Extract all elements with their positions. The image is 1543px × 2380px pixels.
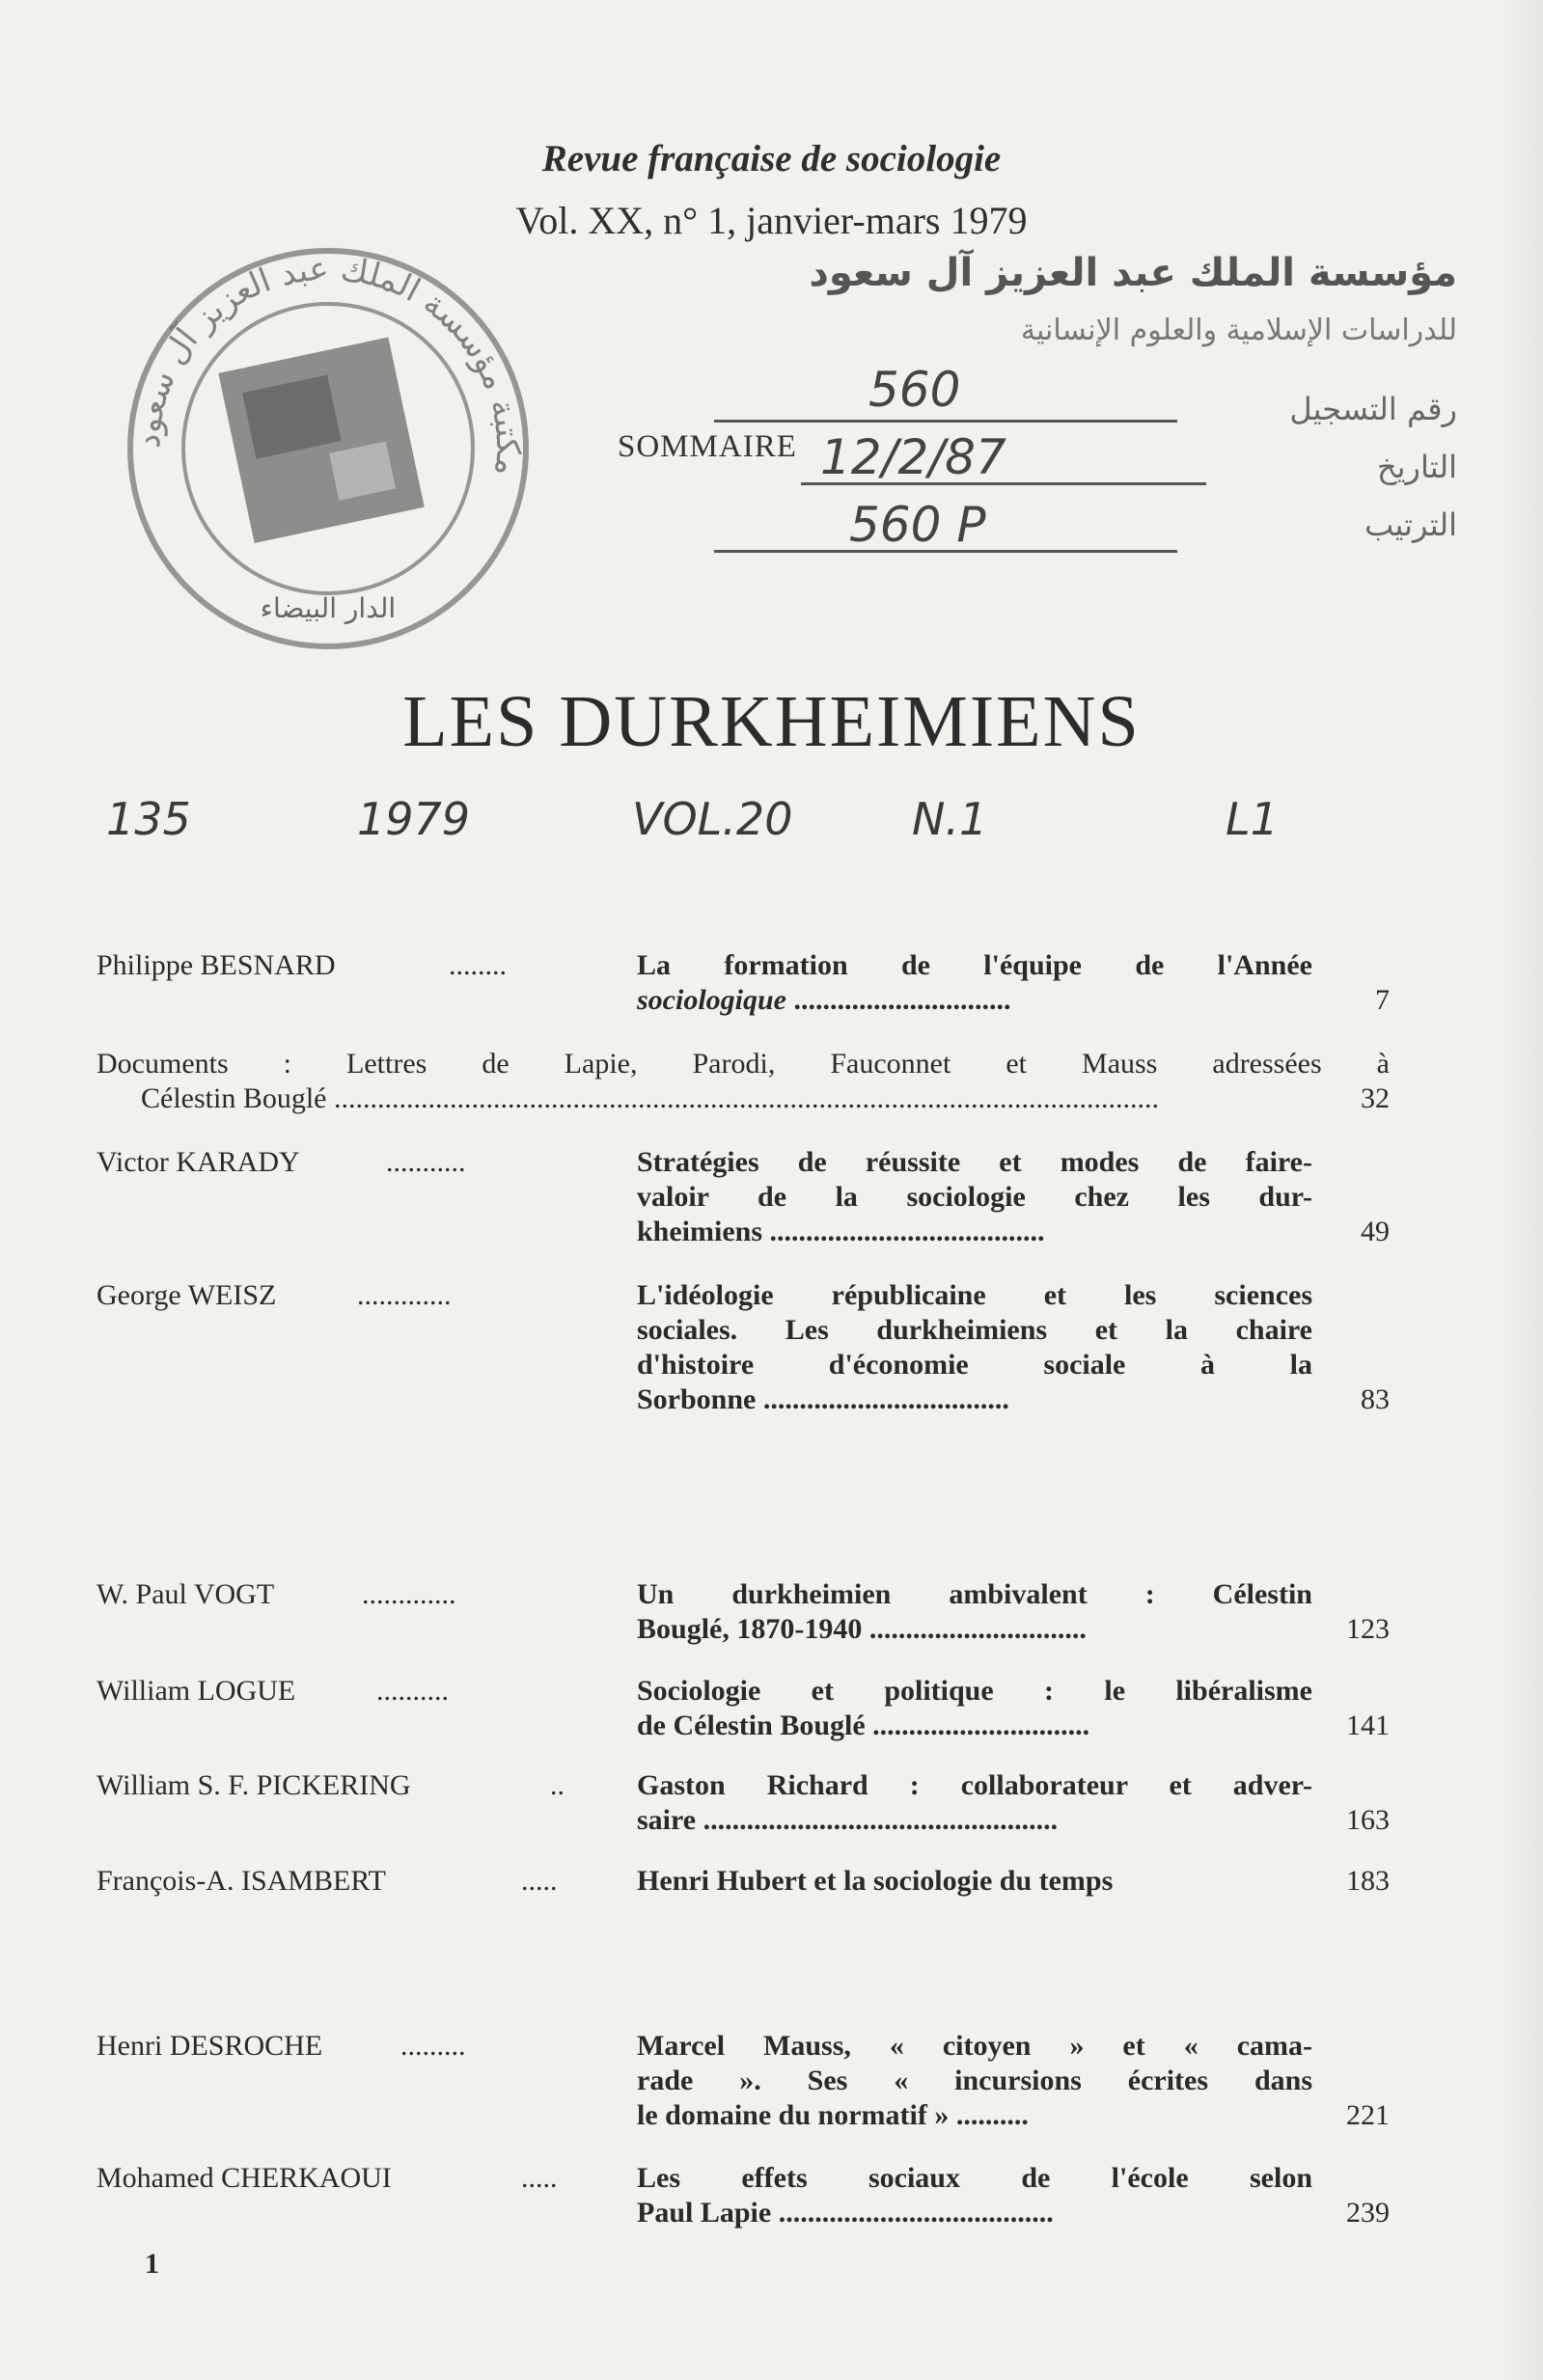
toc-author: Henri DESROCHE xyxy=(96,2030,323,2062)
toc-article-title-cont: sociales. Les durkheimiens et la chaire xyxy=(637,1314,1312,1346)
issue-title: LES DURKHEIMIENS xyxy=(402,681,1141,762)
journal-title: Revue française de sociologie xyxy=(541,138,1002,179)
handwritten-date: 12/2/87 xyxy=(820,429,1006,485)
handwritten-note-code: L1 xyxy=(1226,793,1279,845)
stamp-label-registration: رقم التسجيل xyxy=(1289,391,1457,427)
stamp-label-date: التاريخ xyxy=(1376,449,1457,485)
toc-author: George WEISZ xyxy=(96,1279,277,1311)
volume-line: Vol. XX, n° 1, janvier-mars 1979 xyxy=(515,199,1028,242)
toc-page-number: 123 xyxy=(1346,1613,1390,1645)
toc-article-title: Un durkheimien ambivalent : Célestin xyxy=(637,1578,1312,1610)
toc-page-number: 163 xyxy=(1346,1804,1390,1836)
toc-documents-line-cont: Célestin Bouglé xyxy=(141,1082,327,1114)
toc-documents-line: Documents : Lettres de Lapie, Parodi, Fauconnet et Mauss adressées à xyxy=(96,1048,1390,1080)
toc-page-number: 32 xyxy=(1361,1082,1390,1114)
toc-page-number: 221 xyxy=(1346,2099,1390,2131)
toc-author: W. Paul VOGT xyxy=(96,1578,275,1610)
sommaire-heading: SOMMAIRE xyxy=(618,429,797,464)
handwritten-reg-number: 560 xyxy=(868,362,961,418)
toc-article-title-end: Bouglé, 1870-1940 xyxy=(637,1613,863,1645)
toc-article-title: Stratégies de réussite et modes de faire- xyxy=(637,1146,1312,1178)
toc-article-title: Les effets sociaux de l'école selon xyxy=(637,2162,1312,2194)
handwritten-note-volume: VOL.20 xyxy=(632,793,793,845)
toc-author: Philippe BESNARD xyxy=(96,949,336,981)
library-round-stamp xyxy=(125,246,531,651)
toc-author: Victor KARADY xyxy=(96,1146,300,1178)
handwritten-shelf-number: 560 P xyxy=(849,497,986,553)
toc-article-title-end: Sorbonne xyxy=(637,1383,757,1415)
stamp-ring-text: مكتبة مؤسسة الملك عبد العزيز آل سعود xyxy=(128,249,528,478)
toc-author: François-A. ISAMBERT xyxy=(96,1865,386,1897)
toc-article-title: Sociologie et politique : le libéralisme xyxy=(637,1675,1312,1707)
toc-article-title-end: le domaine du normatif » xyxy=(637,2099,950,2131)
stamp-label-order: الترتيب xyxy=(1364,506,1457,543)
toc-page-number: 141 xyxy=(1346,1710,1390,1741)
page-number: 1 xyxy=(145,2248,159,2280)
toc-article-title-end: saire xyxy=(637,1804,697,1836)
document-page: Revue française de sociologie Vol. XX, n° 1, janvier-mars 1979 مكتبة مؤسسة الملك عبد العزيز آل سعود الدار البيضاء مؤسسة الملك عبد العزيز آل سعود للدراسات الإسلامية والعلوم الإنسانية رقم التسجيل التاريخ الترتيب SOMMAIRE 560 12/2/87 560 P LES DURKHEIMIENS 135 1979 VOL.20 N.1 L1 Philippe BESNARD ........ La formation de l'équipe de l'Année sociologique .............................. 7 Documents : Lettres de Lapie, Parodi, Fauconnet et Mauss adressées à Célestin Bouglé .................................................................................................................. 32 Victor KARADY ........... Stratégies de réussite et modes de faire- valoir de la sociologie chez les dur- kheimiens ...................................... 49 George WEISZ ............. L'idéologie républicaine et les sciences sociales. Les durkheimiens et la chaire d'histoire d'économie sociale à la Sorbonne .................................. 83 W. Paul VOGT ............. Un durkheimien ambivalent : Célestin Bouglé, 1870-1940 .............................. 123 William LOGUE .......... Sociologie et politique : le libéralisme de Célestin Bouglé .............................. 141 William S. F. PICKERING .. Gaston Richard : collaborateur et adver- saire ................................................. 163 François-A. ISAMBERT ..... Henri Hubert et la sociologie du temps 183 Henri DESROCHE ......... Marcel Mauss, « citoyen » et « cama- rade ». Ses « incursions écrites dans le domaine du normatif » .......... 221 Mohamed CHERKAOUI ..... Les effets sociaux de l'école selon Paul Lapie ...................................... 239 1 xyxy=(0,0,1543,2380)
toc-article-title-cont: sociologique xyxy=(637,984,786,1016)
toc-author: Mohamed CHERKAOUI xyxy=(96,2162,392,2194)
toc-page-number: 49 xyxy=(1361,1216,1390,1247)
toc-article-title-cont: rade ». Ses « incursions écrites dans xyxy=(637,2065,1312,2096)
handwritten-note-number: 135 xyxy=(106,793,191,845)
toc-article-title-end: de Célestin Bouglé xyxy=(637,1710,866,1741)
toc-article-title-cont: d'histoire d'économie sociale à la xyxy=(637,1349,1312,1381)
toc-article-title: Gaston Richard : collaborateur et adver- xyxy=(637,1769,1312,1801)
toc-page-number: 239 xyxy=(1346,2197,1390,2229)
stamp-arabic-title: مؤسسة الملك عبد العزيز آل سعود xyxy=(809,251,1457,295)
handwritten-note-year: 1979 xyxy=(357,793,471,845)
stamp-bottom-text: الدار البيضاء xyxy=(260,592,397,624)
stamp-arabic-subtitle: للدراسات الإسلامية والعلوم الإنسانية xyxy=(1020,314,1457,347)
toc-article-title-cont: valoir de la sociologie chez les dur- xyxy=(637,1181,1312,1213)
handwritten-note-issue: N.1 xyxy=(912,793,988,845)
toc-article-title: L'idéologie républicaine et les sciences xyxy=(637,1279,1312,1311)
page-spine-shadow xyxy=(1505,0,1543,2380)
toc-article-title: Marcel Mauss, « citoyen » et « cama- xyxy=(637,2030,1312,2062)
toc-author: William LOGUE xyxy=(96,1675,296,1707)
toc-article-title: Henri Hubert et la sociologie du temps xyxy=(637,1865,1114,1897)
toc-page-number: 7 xyxy=(1375,984,1390,1016)
toc-page-number: 183 xyxy=(1346,1865,1390,1897)
toc-author: William S. F. PICKERING xyxy=(96,1769,411,1801)
toc-article-title-end: kheimiens xyxy=(637,1216,763,1247)
toc-article-title-end: Paul Lapie xyxy=(637,2197,772,2229)
toc-article-title: La formation de l'équipe de l'Année xyxy=(637,949,1312,981)
handwritten-registration xyxy=(753,362,1216,584)
toc-page-number: 83 xyxy=(1361,1383,1390,1415)
